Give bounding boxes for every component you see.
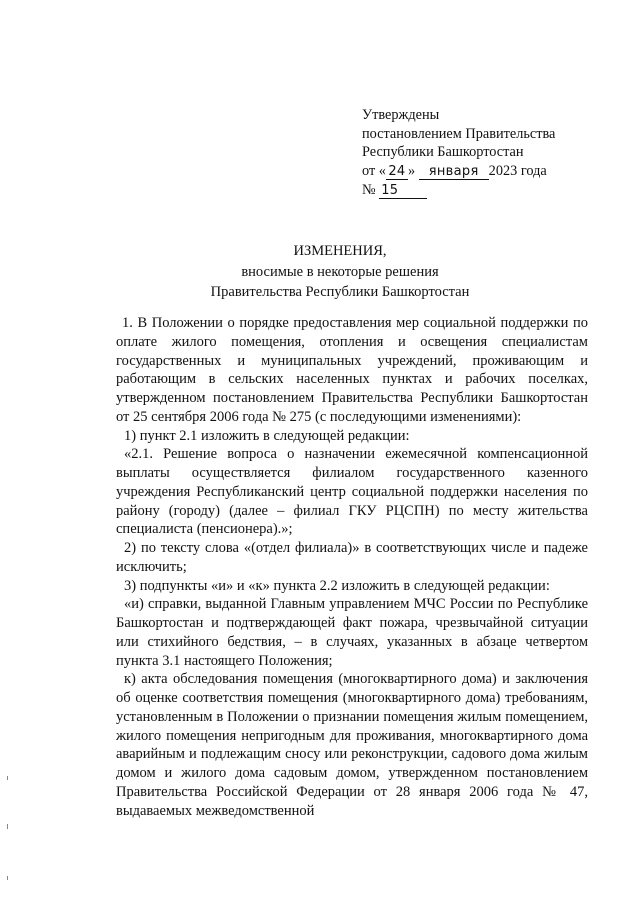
- date-month: января: [419, 165, 489, 180]
- paragraph-5: 3) подпункты «и» и «к» пункта 2.2 изложить в следующей редакции:: [124, 577, 550, 594]
- scan-margin-mark: [7, 776, 8, 780]
- paragraph-7: к) акта обследования помещения (многоквартирного дома) и заключения об оценке соответствия помещения (многоквартирного дома) требованиям, установленным в Положении о признании помещения жилым помещением, жилого помещения непригодным для проживания, многоквартирного дома аварийным и подлежащим сносу или реконструкции, садового дома жилым домом и жилого дома садовым домом, утвержденном постановлением Правительства Российской Федерации от 28 января 2006 года № 47, выдаваемых межведомственной: [116, 671, 588, 819]
- title-subtitle-1: вносимые в некоторые решения: [241, 263, 439, 280]
- scan-margin-mark: [7, 876, 8, 880]
- paragraph-1: 1. В Положении о порядке предоставления мер социальной поддержки по оплате жилого помещения, отопления и освещения специалистам государственных и муниципальных учреждений, проживающим и работающим в сельских населенных пунктах и рабочих поселках, утвержденном постановлением Правительства Республики Башкортостан от 25 сентября 2006 года № 275 (с последующими изменениями):: [116, 315, 588, 425]
- approval-date-line: [362, 162, 612, 181]
- decree-number: 15: [379, 184, 427, 199]
- paragraph-6: «и) справки, выданной Главным управлением МЧС России по Республике Башкортостан и подтверждающей факт пожара, чрезвычайной ситуации или стихийного бедствия, – в случаях, указанных в абзаце четвертом пункта 3.1 настоящего Положения;: [116, 596, 588, 669]
- approval-line-1: Утверждены: [362, 107, 440, 123]
- date-quote-close: »: [407, 163, 416, 180]
- title-heading: ИЗМЕНЕНИЯ,: [293, 243, 387, 259]
- document-title: [150, 241, 530, 303]
- approval-stamp: [362, 106, 612, 200]
- paragraph-2: 1) пункт 2.1 изложить в следующей редакции:: [124, 427, 410, 444]
- approval-number-line: [362, 181, 612, 200]
- scan-margin-mark: [7, 824, 8, 829]
- number-prefix: №: [362, 181, 376, 198]
- approval-line-2: постановлением Правительства: [362, 125, 556, 142]
- document-body: [116, 314, 588, 820]
- approval-line-3: Республики Башкортостан: [362, 144, 524, 161]
- paragraph-3: «2.1. Решение вопроса о назначении ежемесячной компенсационной выплаты осуществляется филиалом государственного казенного учреждения Республиканский центр социальной поддержки населения по району (городу) (далее – филиал ГКУ РЦСПН) по месту жительства специалиста (пенсионера).»;: [116, 446, 588, 538]
- date-year: 2023 года: [488, 163, 547, 180]
- title-subtitle-2: Правительства Республики Башкортостан: [210, 284, 470, 300]
- date-prefix: от «: [362, 163, 386, 180]
- paragraph-4: 2) по тексту слова «(отдел филиала)» в соответствующих числе и падеже исключить;: [116, 540, 588, 575]
- date-day: 24: [386, 165, 408, 180]
